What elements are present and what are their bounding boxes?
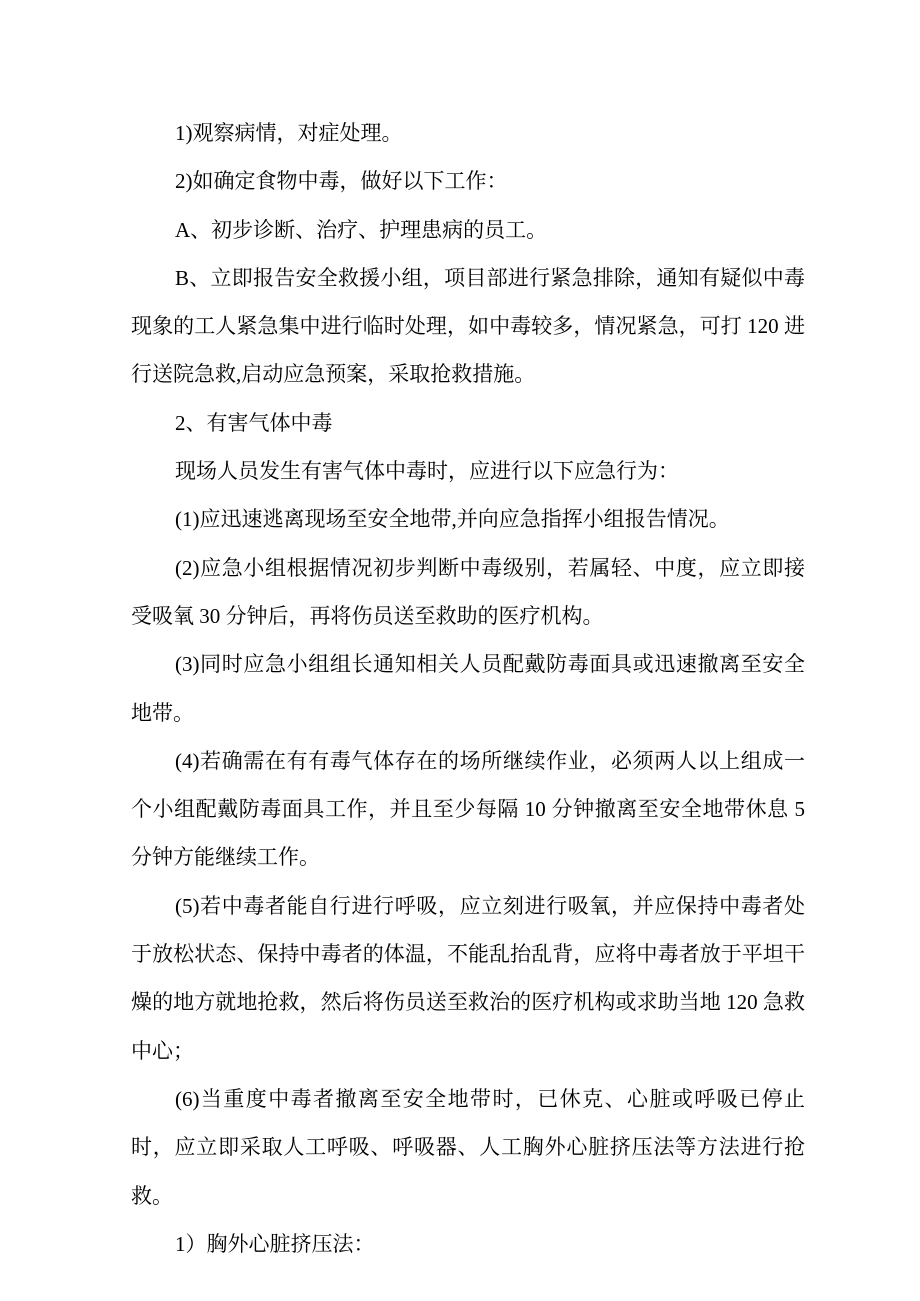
paragraph-step-3-gas-masks: (3)同时应急小组组长通知相关人员配戴防毒面具或迅速撤离至安全地带。 [131,652,805,725]
heading-toxic-gas-poisoning: 2、有害气体中毒 [175,410,333,435]
paragraph-observe-symptoms: 1)观察病情，对症处理。 [175,121,403,145]
paragraph-item-b-report-rescue: B、立即报告安全救援小组，项目部进行紧急排除，通知有疑似中毒现象的工人紧急集中进行临时处理，如中毒较多，情况紧急，可打 120 进行送院急救,启动应急预案，采取抢救措施。 [131,265,805,387]
paragraph-gas-poisoning-intro: 现场人员发生有害气体中毒时，应进行以下应急行为： [175,459,679,484]
paragraph-confirm-food-poisoning: 2)如确定食物中毒，做好以下工作： [175,169,508,194]
heading-chest-compression-method: 1）胸外心脏挤压法： [175,1231,375,1256]
paragraph-step-1-evacuate: (1)应迅速逃离现场至安全地带,并向应急指挥小组报告情况。 [175,507,730,532]
paragraph-step-5-oxygen-care: (5)若中毒者能自行进行呼吸，应立刻进行吸氧，并应保持中毒者处于放松状态、保持中毒者的体温，不能乱抬乱背，应将中毒者放于平坦干燥的地方就地抢救，然后将伤员送至救治的医疗机构或求助当地 120 急救中心； [131,893,805,1063]
paragraph-step-2-assess-level: (2)应急小组根据情况初步判断中毒级别，若属轻、中度，应立即接受吸氧 30 分钟后，再将伤员送至救助的医疗机构。 [131,555,805,628]
document-text-block [131,109,805,1268]
paragraph-step-4-continue-work-rules: (4)若确需在有有毒气体存在的场所继续作业，必须两人以上组成一个小组配戴防毒面具工作，并且至少每隔 10 分钟撤离至安全地带休息 5 分钟方能继续工作。 [131,748,805,870]
paragraph-step-6-severe-cases: (6)当重度中毒者撤离至安全地带时，已休克、心脏或呼吸已停止时，应立即采取人工呼吸、呼吸器、人工胸外心脏挤压法等方法进行抢救。 [131,1086,805,1208]
paragraph-item-a-diagnosis: A、初步诊断、治疗、护理患病的员工。 [175,217,548,242]
